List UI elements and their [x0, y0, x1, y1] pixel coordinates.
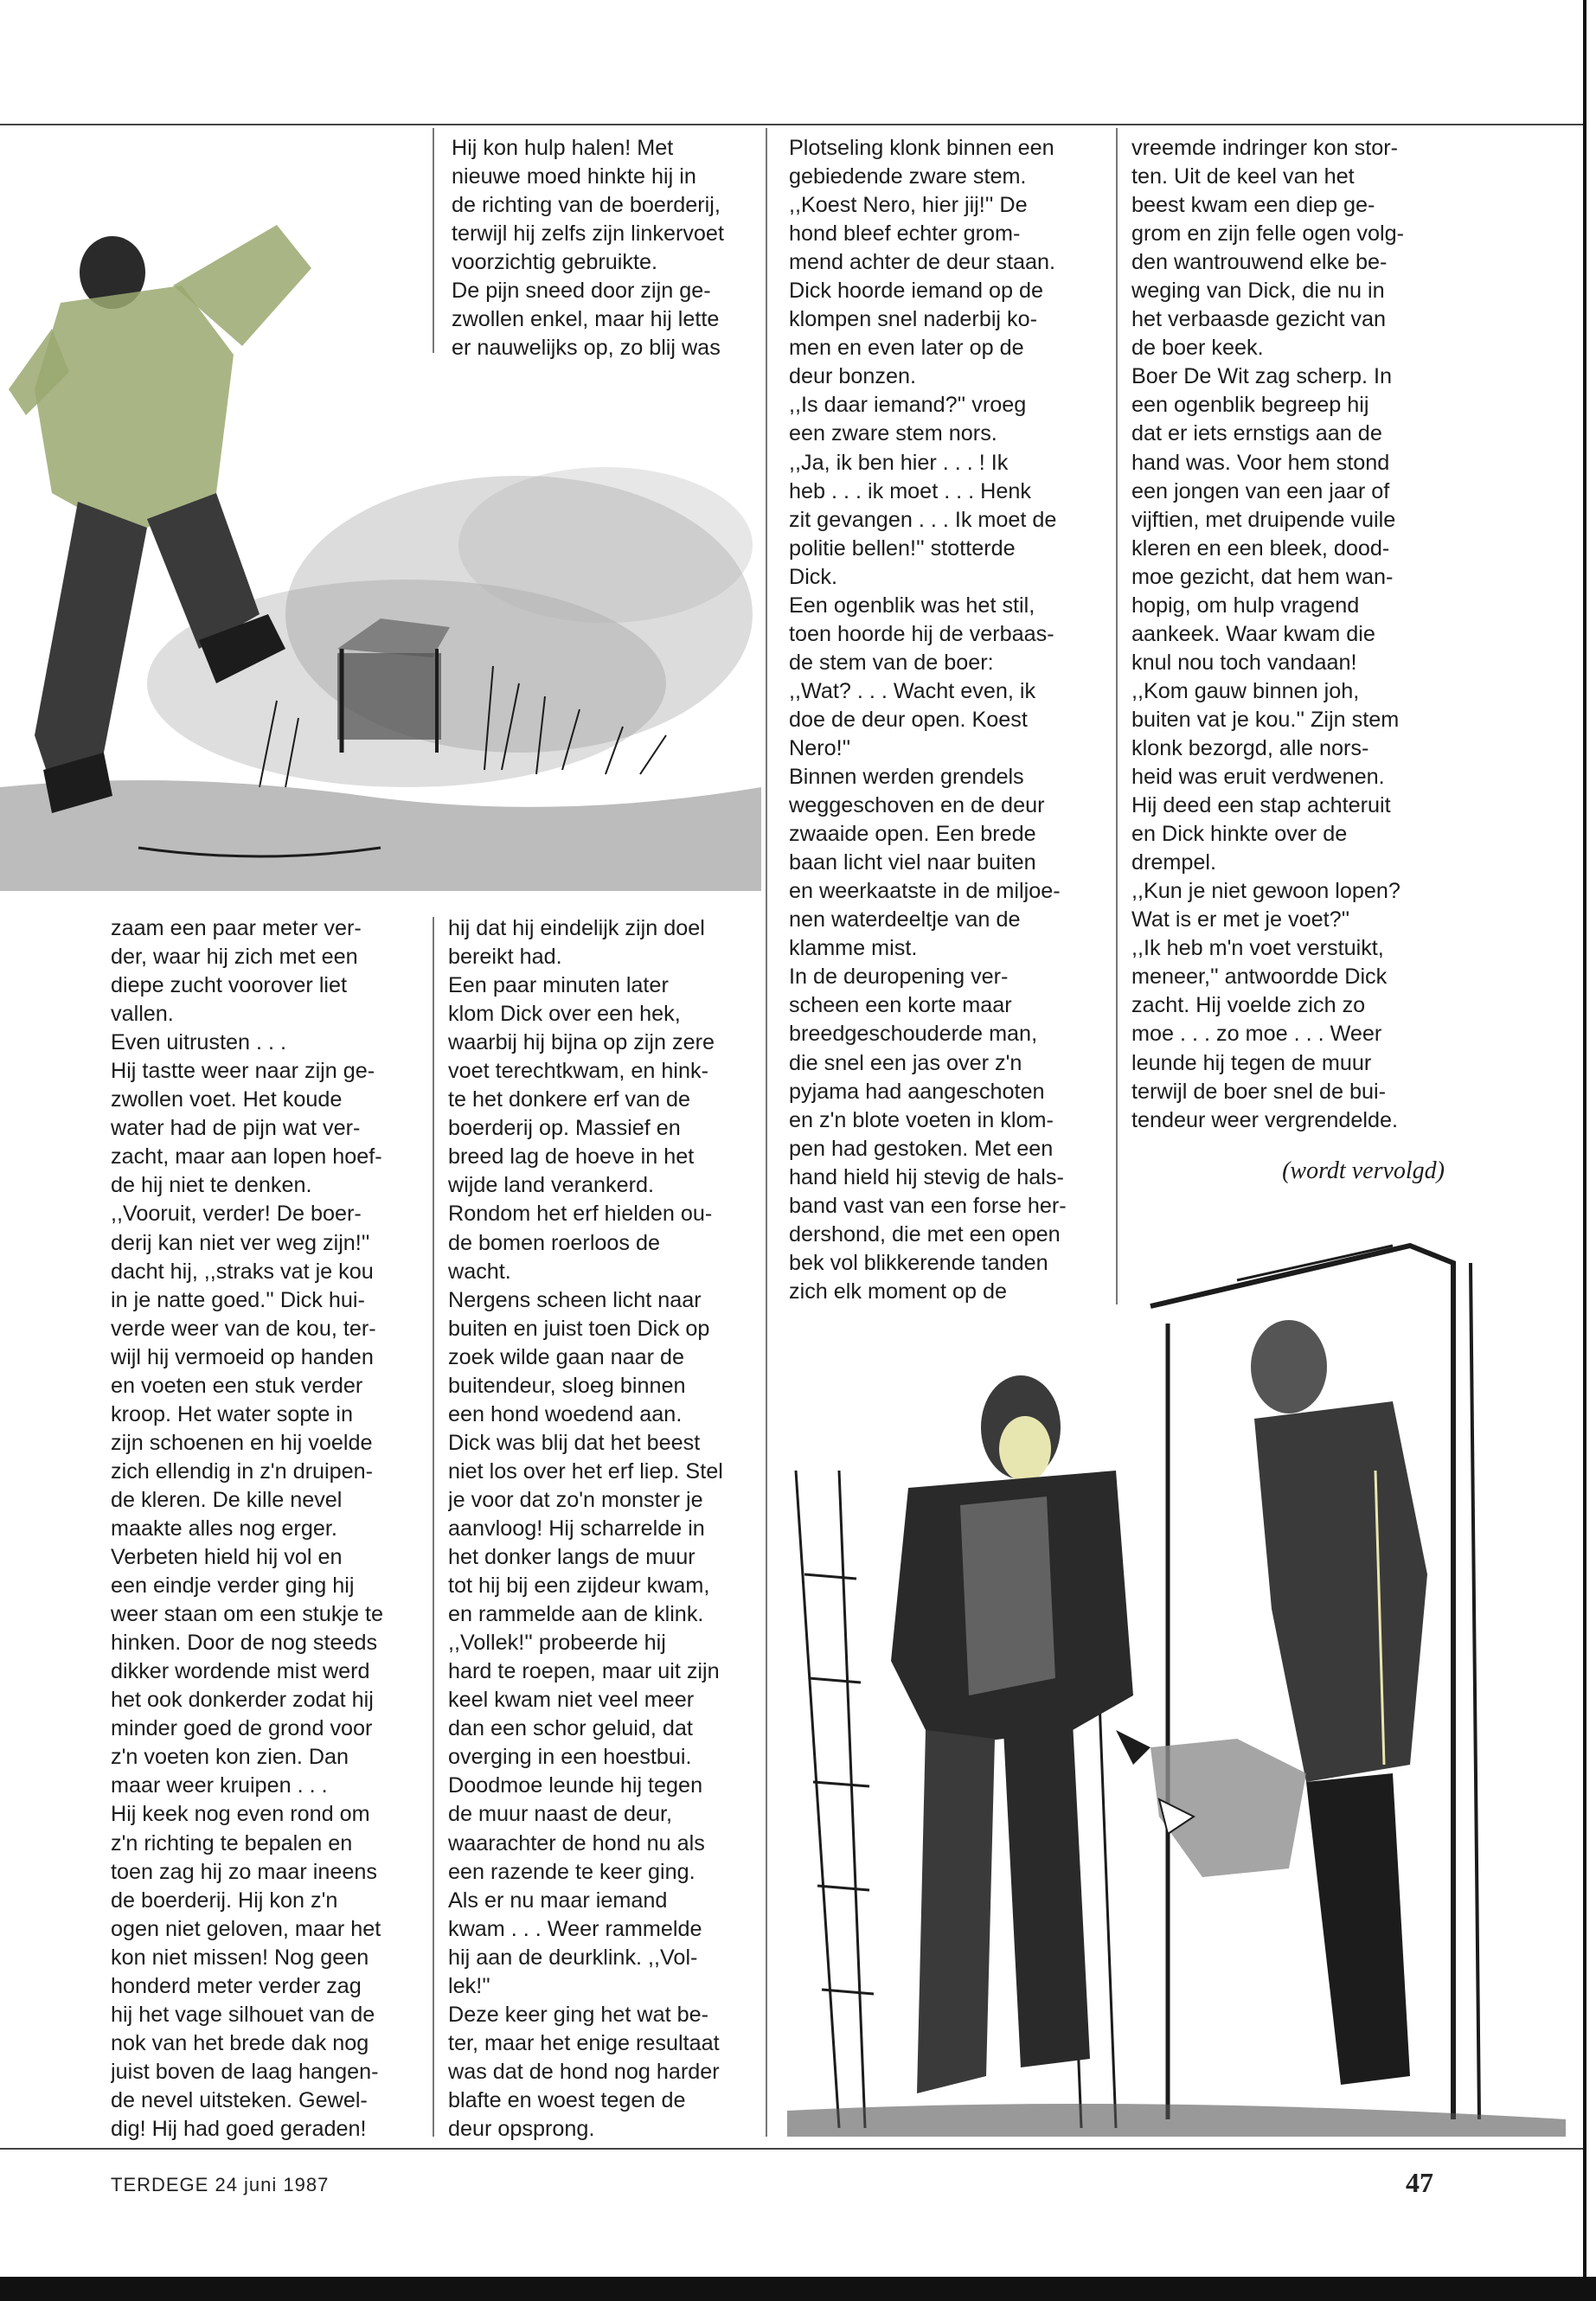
text-line: aankeek. Waar kwam die	[1131, 621, 1375, 646]
text-line: terwijl de boer snel de bui-	[1131, 1079, 1387, 1104]
text-line: een ogenblik begreep hij	[1131, 393, 1369, 418]
text-line: hij aan de deurklink. ,,Vol-	[448, 1945, 698, 1970]
text-line: ,,Ja, ik ben hier . . . ! Ik	[789, 450, 1009, 475]
text-line: blafte en woest tegen de	[448, 2087, 686, 2112]
text-line: klamme mist.	[789, 936, 918, 961]
text-line: kroop. Het water sopte in	[111, 1401, 354, 1426]
text-line: dan een schor geluid, dat	[448, 1716, 693, 1741]
text-line: en Dick hinkte over de	[1131, 822, 1348, 847]
text-line: moe gezicht, dat hem wan-	[1131, 564, 1394, 589]
text-line: verde weer van de kou, ter-	[111, 1316, 376, 1341]
text-line: de boerderij. Hij kon z'n	[111, 1888, 338, 1913]
text-line: dershond, die met een open	[789, 1221, 1061, 1247]
text-line: Hij deed een stap achteruit	[1131, 793, 1391, 818]
text-line: keel kwam niet veel meer	[448, 1688, 695, 1713]
text-line: toen hoorde hij de verbaas-	[789, 621, 1054, 646]
column-rule	[433, 917, 434, 2137]
text-line: men en even later op de	[789, 336, 1024, 361]
text-line: terwijl hij zelfs zijn linkervoet	[452, 221, 724, 247]
bottom-rule	[0, 2148, 1583, 2150]
page-frame-bottom	[0, 2277, 1596, 2301]
text-line: was dat de hond nog harder	[448, 2059, 720, 2084]
text-line: leunde hij tegen de muur	[1131, 1050, 1372, 1075]
text-line: dig! Hij had goed geraden!	[111, 2116, 367, 2141]
text-line: Plotseling klonk binnen een	[789, 136, 1054, 160]
text-line: der, waar hij zich met een	[111, 945, 358, 970]
text-line: en z'n blote voeten in klom-	[789, 1107, 1054, 1132]
text-line: heb . . . ik moet . . . Henk	[789, 478, 1031, 503]
text-line: lek!''	[448, 1973, 490, 1998]
text-line: Nero!''	[789, 735, 851, 760]
text-line: ,,Kom gauw binnen joh,	[1131, 678, 1360, 703]
text-line: Dick hoorde iemand op de	[789, 279, 1044, 304]
text-line: de nevel uitsteken. Gewel-	[111, 2087, 368, 2112]
column-rule	[1116, 128, 1118, 1304]
text-line: Boer De Wit zag scherp. In	[1131, 364, 1392, 389]
text-line: ogen niet geloven, maar het	[111, 1916, 381, 1941]
text-line: Binnen werden grendels	[789, 765, 1024, 790]
text-line: mend achter de deur staan.	[789, 250, 1056, 275]
text-line: klompen snel naderbij ko-	[789, 307, 1038, 332]
text-line: juist boven de laag hangen-	[111, 2059, 379, 2084]
text-line: voet terechtkwam, en hink-	[448, 1059, 708, 1084]
text-line: Even uitrusten . . .	[111, 1030, 287, 1055]
text-line: in je natte goed.'' Dick hui-	[111, 1287, 365, 1312]
text-line: minder goed de grond voor	[111, 1716, 373, 1741]
text-line: knul nou toch vandaan!	[1131, 650, 1357, 675]
text-line: de boer keek.	[1131, 336, 1264, 361]
text-line: het donker langs de muur	[448, 1545, 695, 1570]
text-line: hand was. Voor hem stond	[1131, 450, 1390, 475]
text-line: ,,Kun je niet gewoon lopen?	[1131, 879, 1401, 904]
text-line: baan licht viel naar buiten	[789, 850, 1036, 875]
text-line: zwaaide open. Een brede	[789, 822, 1036, 847]
text-line: zijn schoenen en hij voelde	[111, 1430, 373, 1455]
text-line: hij dat hij eindelijk zijn doel	[448, 916, 705, 940]
text-line: ter, maar het enige resultaat	[448, 2030, 720, 2055]
farmer-figure	[1251, 1320, 1427, 2085]
text-line: ,,Ik heb m'n voet verstuikt,	[1131, 936, 1384, 961]
text-line: zich elk moment op de	[789, 1279, 1007, 1304]
article-column-4	[1131, 134, 1452, 1135]
text-line: waarachter de hond nu als	[448, 1830, 705, 1856]
text-line: vreemde indringer kon stor-	[1131, 136, 1398, 160]
text-line: maakte alles nog erger.	[111, 1516, 337, 1541]
text-line: en rammelde aan de klink.	[448, 1602, 704, 1627]
article-column-1	[111, 914, 422, 2144]
text-line: kwam . . . Weer rammelde	[448, 1916, 702, 1941]
text-line: de hij niet te denken.	[111, 1173, 312, 1198]
article-column-2-top	[452, 134, 759, 362]
text-line: zacht, maar aan lopen hoef-	[111, 1144, 382, 1170]
text-line: er nauwelijks op, zo blij was	[452, 336, 721, 361]
text-line: hij het vage silhouet van de	[111, 2002, 375, 2027]
text-line: nen waterdeeltje van de	[789, 907, 1021, 933]
text-line: nieuwe moed hinkte hij in	[452, 164, 696, 189]
text-line: band vast van een forse her-	[789, 1193, 1067, 1218]
text-line: honderd meter verder zag	[111, 1973, 362, 1998]
text-line: het verbaasde gezicht van	[1131, 307, 1387, 332]
text-line: z'n richting te bepalen en	[111, 1830, 353, 1856]
text-line: moe . . . zo moe . . . Weer	[1131, 1022, 1382, 1047]
text-line: dikker wordende mist werd	[111, 1659, 370, 1684]
text-line: weging van Dick, die nu in	[1131, 279, 1385, 304]
text-line: derij kan niet ver weg zijn!''	[111, 1230, 370, 1255]
text-line: zacht. Hij voelde zich zo	[1131, 993, 1366, 1018]
text-line: overging in een hoestbui.	[448, 1745, 692, 1770]
text-line: zwollen enkel, maar hij lette	[452, 307, 720, 332]
text-line: hand hield hij stevig de hals-	[789, 1164, 1064, 1189]
text-line: hond bleef echter grom-	[789, 221, 1021, 247]
floor-wash	[787, 2104, 1566, 2137]
text-line: Verbeten hield hij vol en	[111, 1545, 343, 1570]
text-line: Dick was blij dat het beest	[448, 1430, 701, 1455]
top-rule	[0, 124, 1583, 125]
text-line: vijftien, met druipende vuile	[1131, 507, 1396, 532]
text-line: de richting van de boerderij,	[452, 193, 721, 218]
text-line: politie bellen!'' stotterde	[789, 535, 1016, 561]
text-line: een eindje verder ging hij	[111, 1574, 355, 1599]
text-line: Rondom het erf hielden ou-	[448, 1202, 713, 1227]
text-line: die snel een jas over z'n	[789, 1050, 1022, 1075]
article-column-3	[789, 134, 1109, 1306]
dog-figure	[1116, 1730, 1306, 1877]
text-line: ,,Koest Nero, hier jij!'' De	[789, 193, 1028, 218]
text-line: zaam een paar meter ver-	[111, 916, 362, 940]
text-line: ,,Is daar iemand?'' vroeg	[789, 393, 1027, 418]
text-line: en voeten een stuk verder	[111, 1373, 363, 1398]
text-line: gebiedende zware stem.	[789, 164, 1027, 189]
text-line: toen zag hij zo maar ineens	[111, 1859, 378, 1884]
text-line: dat er iets ernstigs aan de	[1131, 421, 1382, 446]
text-line: een zware stem nors.	[789, 421, 997, 446]
text-line: pen had gestoken. Met een	[789, 1136, 1054, 1161]
farm-shed	[337, 619, 450, 753]
text-line: doe de deur open. Koest	[789, 707, 1028, 732]
text-line: buiten vat je kou.'' Zijn stem	[1131, 707, 1400, 732]
text-line: Hij kon hulp halen! Met	[452, 136, 674, 160]
text-line: het ook donkerder zodat hij	[111, 1688, 374, 1713]
text-line: wacht.	[448, 1259, 511, 1284]
text-line: je voor dat zo'n monster je	[448, 1487, 703, 1512]
article-column-2-bottom	[448, 914, 760, 2144]
text-line: de muur naast de deur,	[448, 1802, 673, 1827]
text-line: weggeschoven en de deur	[789, 793, 1045, 818]
text-line: bereikt had.	[448, 945, 562, 970]
text-line: Als er nu maar iemand	[448, 1888, 668, 1913]
text-line: deur opsprong.	[448, 2116, 595, 2141]
dick-figure	[891, 1375, 1133, 2093]
text-line: wijde land verankerd.	[448, 1173, 655, 1198]
page-frame-right	[1583, 0, 1586, 2301]
text-line: waarbij hij bijna op zijn zere	[448, 1030, 715, 1055]
fog-wash	[458, 467, 753, 623]
text-line: vallen.	[111, 1002, 174, 1027]
text-line: de bomen roerloos de	[448, 1230, 661, 1255]
text-line: breed lag de hoeve in het	[448, 1144, 695, 1170]
page-number: 47	[1406, 2167, 1433, 2198]
text-line: In de deuropening ver-	[789, 965, 1009, 990]
text-line: Deze keer ging het wat be-	[448, 2002, 709, 2027]
text-line: klom Dick over een hek,	[448, 1002, 681, 1027]
text-line: zwollen voet. Het koude	[111, 1087, 343, 1112]
text-line: een hond woedend aan.	[448, 1401, 683, 1426]
text-line: pyjama had aangeschoten	[789, 1079, 1045, 1104]
text-line: z'n voeten kon zien. Dan	[111, 1745, 349, 1770]
text-line: ,,Wat? . . . Wacht even, ik	[789, 678, 1036, 703]
text-line: De pijn sneed door zijn ge-	[452, 279, 711, 304]
text-line: buiten en juist toen Dick op	[448, 1316, 710, 1341]
ground-wash	[0, 780, 761, 891]
text-line: aanvloog! Hij scharrelde in	[448, 1516, 705, 1541]
text-line: een razende te keer ging.	[448, 1859, 695, 1884]
text-line: een jongen van een jaar of	[1131, 478, 1390, 503]
text-line: boerderij op. Massief en	[448, 1116, 681, 1141]
text-line: Doodmoe leunde hij tegen	[448, 1773, 703, 1798]
text-line: Hij tastte weer naar zijn ge-	[111, 1059, 375, 1084]
text-line: kleren en een bleek, dood-	[1131, 535, 1390, 561]
continued-note: (wordt vervolgd)	[1282, 1157, 1445, 1184]
text-line: Een paar minuten later	[448, 973, 669, 998]
text-line: voorzichtig gebruikte.	[452, 250, 658, 275]
text-line: buitendeur, sloeg binnen	[448, 1373, 686, 1398]
text-line: water had de pijn wat ver-	[111, 1116, 361, 1141]
text-line: zoek wilde gaan naar de	[448, 1344, 685, 1369]
text-line: deur bonzen.	[789, 364, 917, 389]
text-line: zich ellendig in z'n druipen-	[111, 1458, 374, 1484]
text-line: te het donkere erf van de	[448, 1087, 691, 1112]
text-line: weer staan om een stukje te	[111, 1602, 384, 1627]
text-line: den wantrouwend elke be-	[1131, 250, 1388, 275]
text-line: de kleren. De kille nevel	[111, 1487, 343, 1512]
text-line: beest kwam een diep ge-	[1131, 193, 1375, 218]
text-line: tendeur weer vergrendelde.	[1131, 1107, 1399, 1132]
publication-footer: TERDEGE 24 juni 1987	[111, 2174, 330, 2195]
text-line: scheen een korte maar	[789, 993, 1012, 1018]
text-line: Een ogenblik was het stil,	[789, 593, 1035, 618]
text-line: bek vol blikkerende tanden	[789, 1250, 1048, 1275]
text-line: ,,Vollek!'' probeerde hij	[448, 1631, 666, 1656]
text-line: meneer,'' antwoordde Dick	[1131, 965, 1388, 990]
text-line: Wat is er met je voet?''	[1131, 907, 1350, 933]
text-line: hopig, om hulp vragend	[1131, 593, 1360, 618]
text-line: niet los over het erf liep. Stel	[448, 1458, 723, 1484]
text-line: nok van het brede dak nog	[111, 2030, 369, 2055]
text-line: ten. Uit de keel van het	[1131, 164, 1355, 189]
text-line: kon niet missen! Nog geen	[111, 1945, 369, 1970]
text-line: grom en zijn felle ogen volg-	[1131, 221, 1405, 247]
text-line: hard te roepen, maar uit zijn	[448, 1659, 720, 1684]
text-line: heid was eruit verdwenen.	[1131, 765, 1385, 790]
text-line: dacht hij, ,,straks vat je kou	[111, 1259, 374, 1284]
farmer-and-dog-illustration	[787, 1211, 1574, 2137]
text-line: tot hij bij een zijdeur kwam,	[448, 1574, 710, 1599]
text-line: wijl hij vermoeid op handen	[111, 1344, 374, 1369]
text-line: maar weer kruipen . . .	[111, 1773, 328, 1798]
text-line: diepe zucht voorover liet	[111, 973, 348, 998]
text-line: Hij keek nog even rond om	[111, 1802, 370, 1827]
text-line: breedgeschouderde man,	[789, 1022, 1038, 1047]
text-line: zit gevangen . . . Ik moet de	[789, 507, 1057, 532]
text-line: de stem van de boer:	[789, 650, 994, 675]
text-line: drempel.	[1131, 850, 1216, 875]
text-line: klonk bezorgd, alle nors-	[1131, 735, 1369, 760]
text-line: Dick.	[789, 564, 837, 589]
text-line: en weerkaatste in de miljoe-	[789, 879, 1061, 904]
text-line: hinken. Door de nog steeds	[111, 1631, 378, 1656]
text-line: Nergens scheen licht naar	[448, 1287, 702, 1312]
text-line: ,,Vooruit, verder! De boer-	[111, 1202, 362, 1227]
